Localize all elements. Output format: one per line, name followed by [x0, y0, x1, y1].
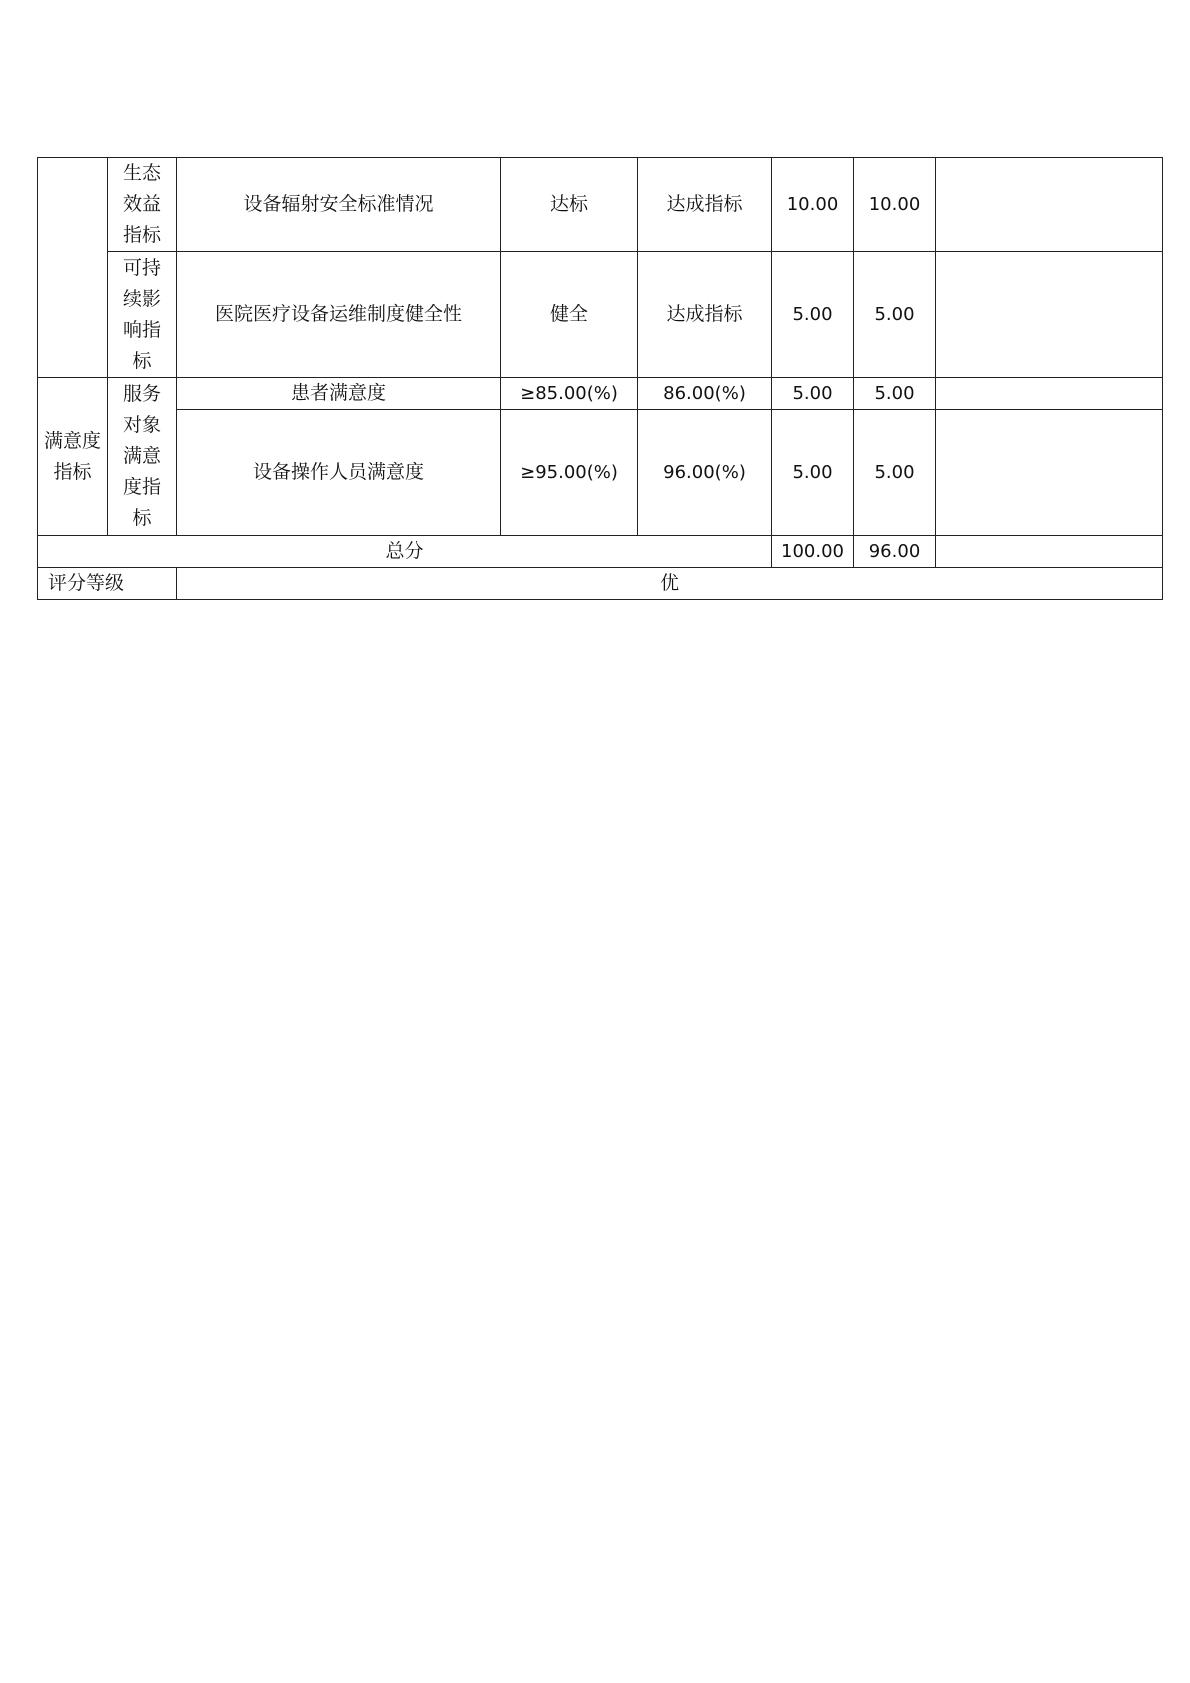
note-cell [936, 378, 1163, 410]
score-cell: 10.00 [854, 158, 936, 252]
table-row-patient-satisfaction [38, 378, 1163, 410]
table-row-total [38, 536, 1163, 568]
category-level2-cell: 可持续影响指标 [108, 252, 177, 378]
indicator-cell: 患者满意度 [177, 378, 501, 410]
actual-value-cell: 86.00(%) [638, 378, 772, 410]
category-level2-cell: 生态效益指标 [108, 158, 177, 252]
indicator-cell: 医院医疗设备运维制度健全性 [177, 252, 501, 378]
weight-cell: 5.00 [772, 410, 854, 536]
category-level1-cell: 满意度指标 [38, 378, 108, 536]
weight-cell: 10.00 [772, 158, 854, 252]
table-row-operator-satisfaction [38, 410, 1163, 536]
target-value-cell: ≥85.00(%) [501, 378, 638, 410]
actual-value-cell: 达成指标 [638, 158, 772, 252]
score-cell: 5.00 [854, 378, 936, 410]
category-level2-cell: 服务对象满意度指标 [108, 378, 177, 536]
target-value-cell: 达标 [501, 158, 638, 252]
total-score-cell: 96.00 [854, 536, 936, 568]
note-cell [936, 158, 1163, 252]
grade-value-cell: 优 [177, 568, 1163, 600]
category-cell-continued [38, 158, 108, 378]
indicator-cell: 设备辐射安全标准情况 [177, 158, 501, 252]
weight-cell: 5.00 [772, 378, 854, 410]
score-cell: 5.00 [854, 410, 936, 536]
performance-table [37, 157, 1163, 600]
total-note-cell [936, 536, 1163, 568]
note-cell [936, 252, 1163, 378]
total-weight-cell: 100.00 [772, 536, 854, 568]
grade-label-cell: 评分等级 [38, 568, 177, 600]
target-value-cell: 健全 [501, 252, 638, 378]
table-row-sustain [38, 252, 1163, 378]
total-label-cell: 总分 [38, 536, 772, 568]
indicator-cell: 设备操作人员满意度 [177, 410, 501, 536]
actual-value-cell: 96.00(%) [638, 410, 772, 536]
score-cell: 5.00 [854, 252, 936, 378]
table-row-grade [38, 568, 1163, 600]
table-row-eco [38, 158, 1163, 252]
target-value-cell: ≥95.00(%) [501, 410, 638, 536]
actual-value-cell: 达成指标 [638, 252, 772, 378]
weight-cell: 5.00 [772, 252, 854, 378]
note-cell [936, 410, 1163, 536]
